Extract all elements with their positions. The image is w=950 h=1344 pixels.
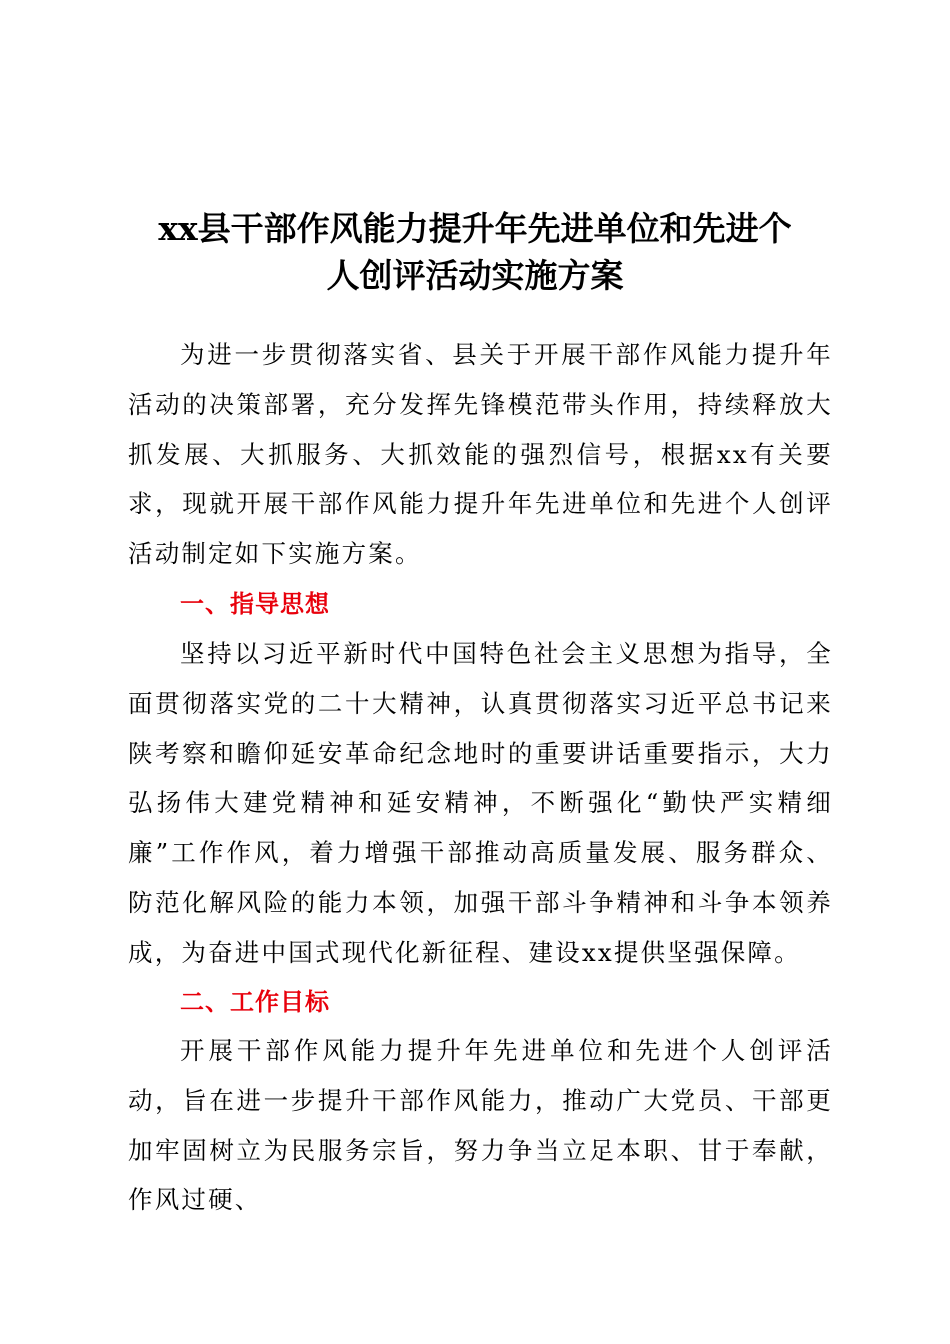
document-title-line-2: 人创评活动实施方案 — [326, 256, 624, 295]
section-heading-work-objectives: 二、工作目标 — [180, 988, 330, 1016]
section-body-work-objectives: 开展干部作风能力提升年先进单位和先进个人创评活动，旨在进一步提升干部作风能力，推动广大党员、干部更加牢固树立为民服务宗旨，努力争当立足本职、甘于奉献，作风过硬、 — [128, 1036, 833, 1215]
section-body-guiding-ideology: 坚持以习近平新时代中国特色社会主义思想为指导，全面贯彻落实党的二十大精神，认真贯彻落实习近平总书记来陕考察和瞻仰延安革命纪念地时的重要讲话重要指示，大力弘扬伟大建党精神和延安精神，不断强化“勤快严实精细廉”工作作风，着力增强干部推动高质量发展、服务群众、防范化解风险的能力本领，加强干部斗争精神和斗争本领养成，为奋进中国式现代化新征程、建设xx提供坚强保障。 — [128, 639, 833, 967]
document-title-line-1: xx县干部作风能力提升年先进单位和先进个 — [158, 209, 792, 248]
section-heading-guiding-ideology: 一、指导思想 — [180, 590, 330, 618]
intro-paragraph: 为进一步贯彻落实省、县关于开展干部作风能力提升年活动的决策部署，充分发挥先锋模范带头作用，持续释放大抓发展、大抓服务、大抓效能的强烈信号，根据xx有关要求，现就开展干部作风能力提升年先进单位和先进个人创评活动制定如下实施方案。 — [128, 340, 833, 569]
